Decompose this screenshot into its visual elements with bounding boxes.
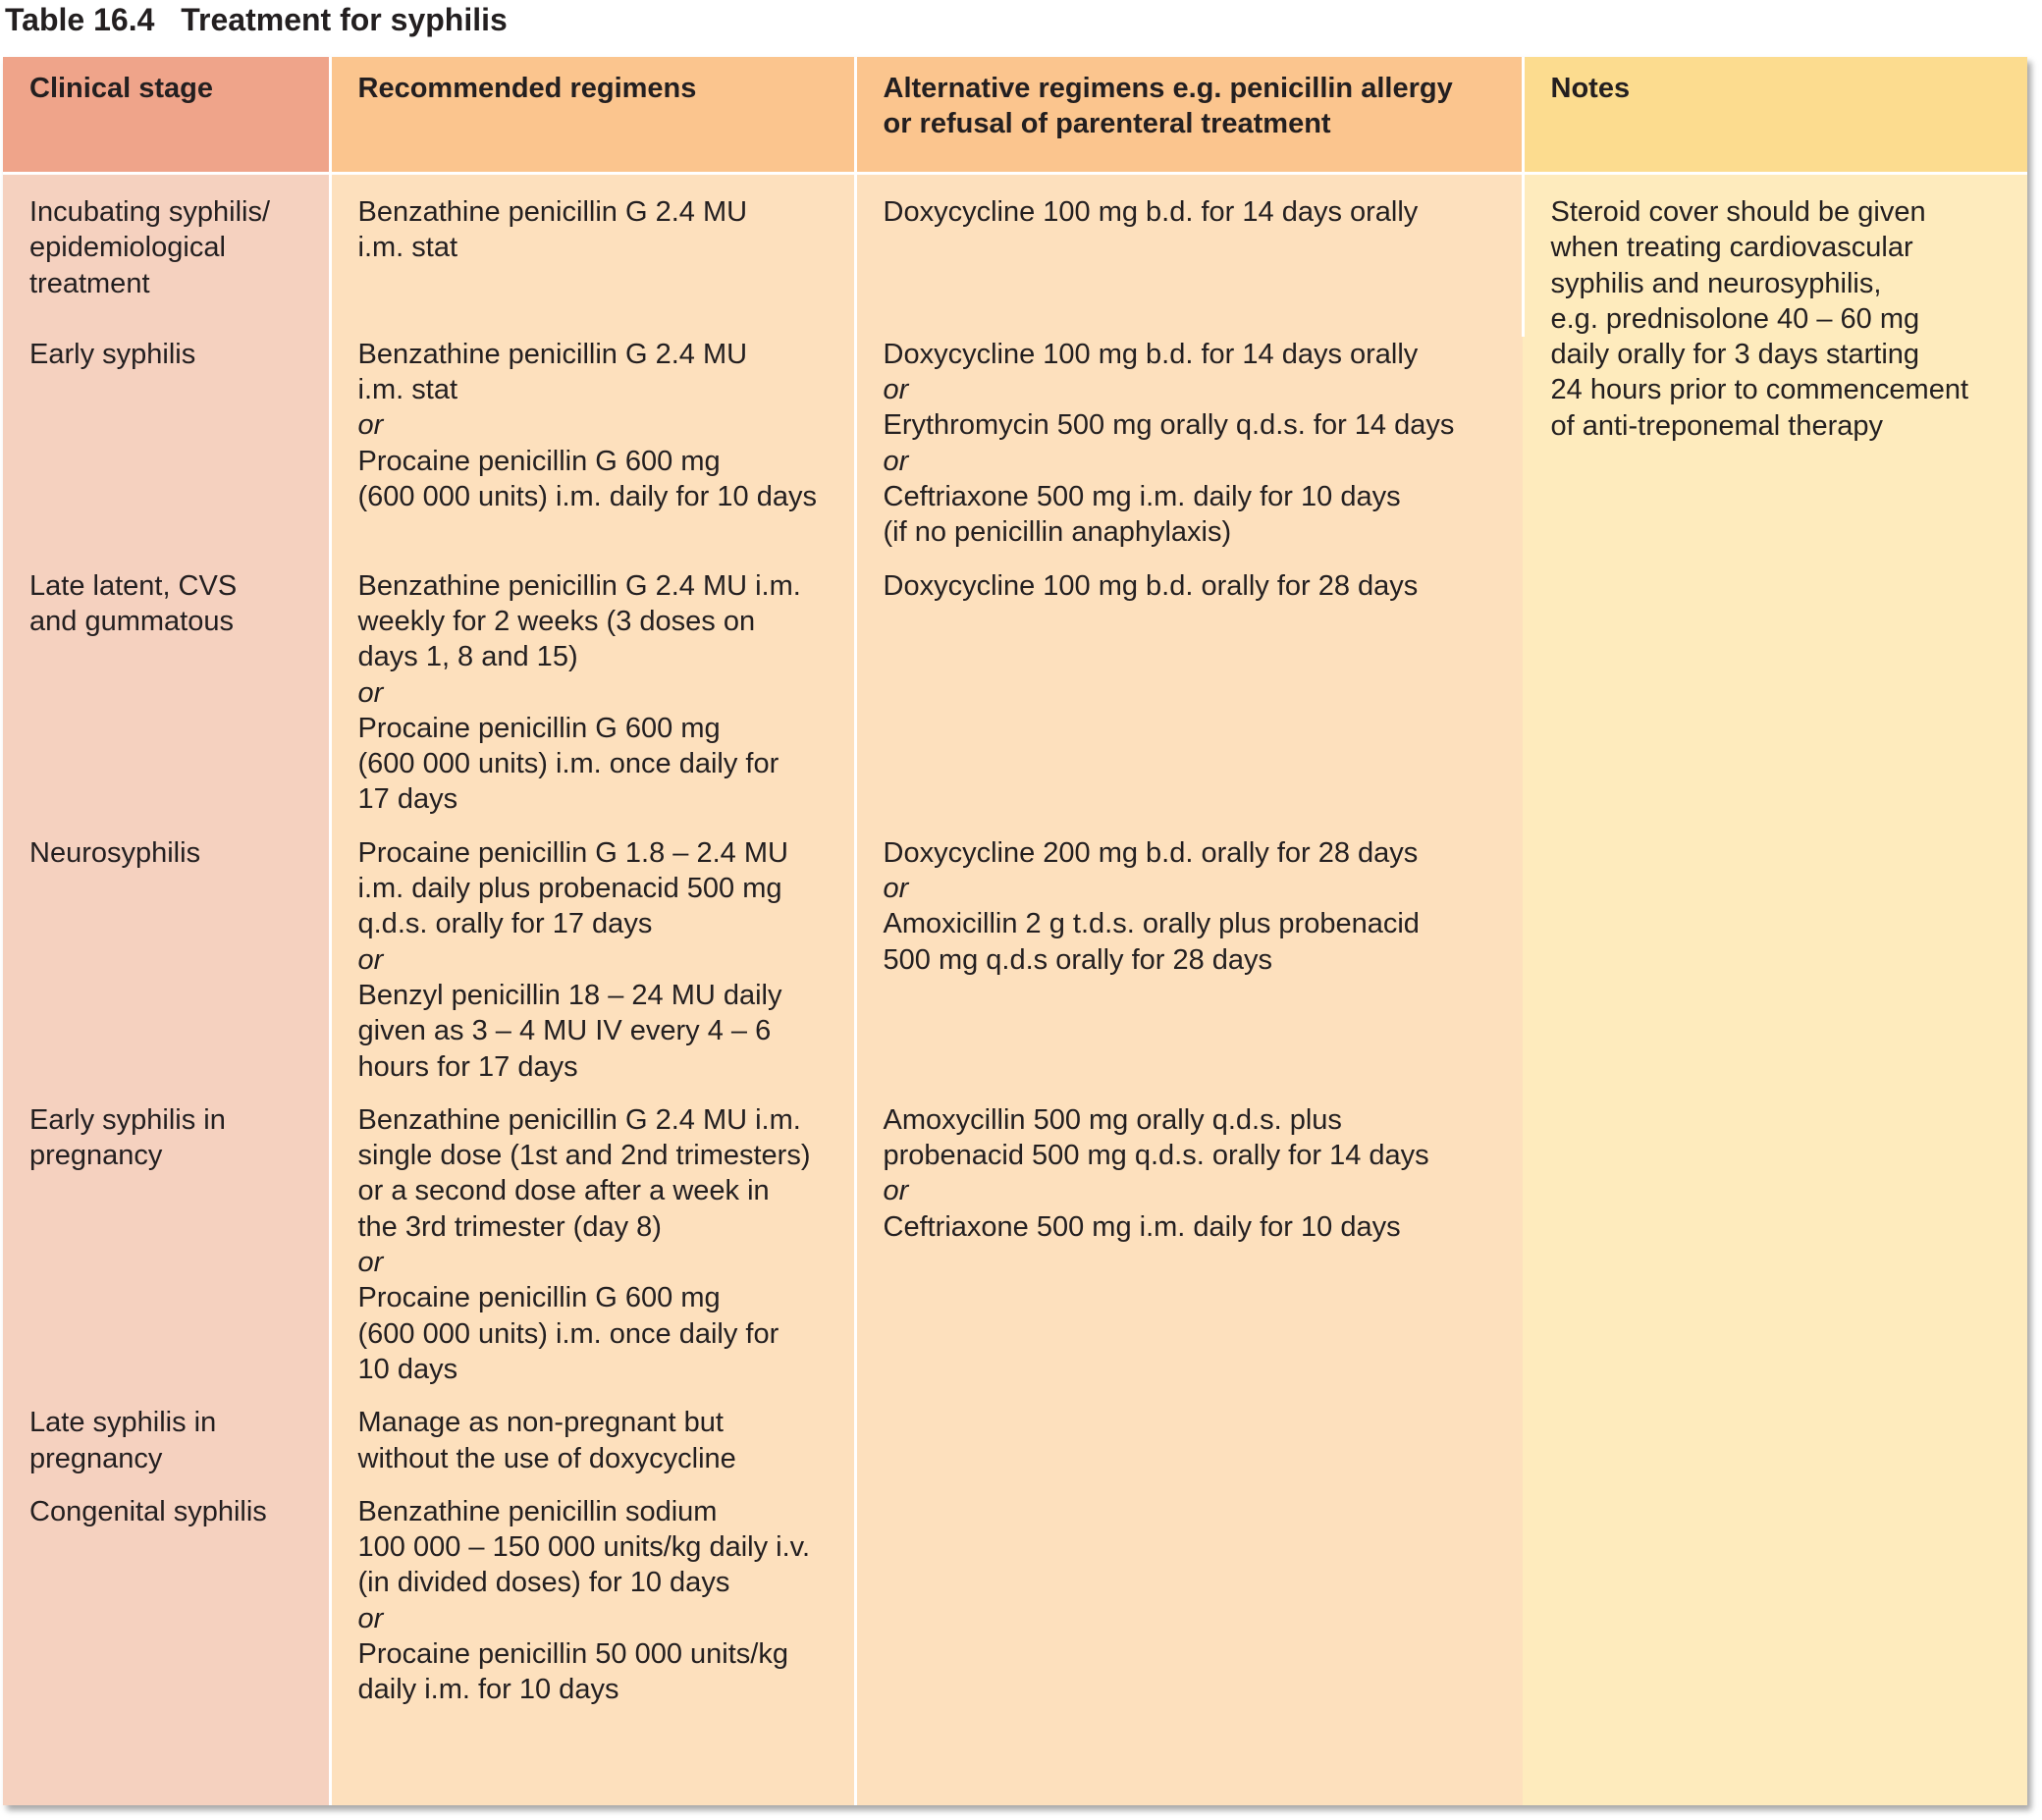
recommended-regimen-line: Benzathine penicillin G 2.4 MU i.m. bbox=[357, 1103, 801, 1136]
clinical-stage-line: and gummatous bbox=[29, 605, 234, 637]
recommended-regimen-line: Procaine penicillin G 600 mg bbox=[357, 712, 721, 744]
recommended-regimen-line: weekly for 2 weeks (3 doses on bbox=[357, 605, 756, 637]
header-alternative-regimens bbox=[855, 57, 1523, 174]
alternative-regimen-line: or bbox=[883, 374, 909, 406]
header-row bbox=[3, 57, 2027, 174]
recommended-regimen-line: daily i.m. for 10 days bbox=[357, 1674, 619, 1706]
recommended-regimen-line: Benzathine penicillin G 2.4 MU bbox=[357, 338, 748, 370]
header-alternative-line: Alternative regimens e.g. penicillin allergy bbox=[883, 73, 1453, 104]
clinical-stage-line: pregnancy bbox=[29, 1442, 163, 1474]
recommended-regimen-line: i.m. stat bbox=[357, 374, 458, 406]
notes-line: of anti-treponemal therapy bbox=[1550, 409, 1884, 442]
recommended-regimen-line: without the use of doxycycline bbox=[357, 1442, 736, 1474]
recommended-regimen-line: Procaine penicillin 50 000 units/kg bbox=[357, 1637, 788, 1670]
recommended-regimen-line: or bbox=[357, 943, 384, 976]
alternative-regimen-line: Doxycycline 200 mg b.d. orally for 28 days bbox=[883, 836, 1419, 869]
table-row bbox=[3, 174, 2027, 337]
recommended-regimen-cell bbox=[330, 568, 855, 835]
recommended-regimen-line: hours for 17 days bbox=[357, 1050, 578, 1083]
recommended-regimen-line: or bbox=[357, 676, 384, 709]
alternative-regimen-line: or bbox=[883, 445, 909, 477]
recommended-regimen-cell bbox=[330, 1494, 855, 1805]
recommended-regimen-cell bbox=[330, 174, 855, 337]
treatment-table bbox=[3, 57, 2027, 1805]
recommended-regimen-line: days 1, 8 and 15) bbox=[357, 641, 578, 673]
clinical-stage-cell bbox=[3, 835, 330, 1102]
clinical-stage-line: Early syphilis in bbox=[29, 1103, 226, 1136]
recommended-regimen-line: or bbox=[357, 409, 384, 442]
notes-line: when treating cardiovascular bbox=[1550, 232, 1913, 264]
notes-cell bbox=[1523, 174, 2027, 1806]
alternative-regimen-cell bbox=[855, 568, 1523, 835]
clinical-stage-cell bbox=[3, 568, 330, 835]
alternative-regimen-cell bbox=[855, 1405, 1523, 1494]
recommended-regimen-line: i.m. stat bbox=[357, 232, 458, 264]
clinical-stage-line: epidemiological bbox=[29, 232, 226, 264]
alternative-regimen-cell bbox=[855, 337, 1523, 568]
clinical-stage-line: Late latent, CVS bbox=[29, 569, 238, 602]
recommended-regimen-line: (600 000 units) i.m. daily for 10 days bbox=[357, 481, 817, 513]
recommended-regimen-line: or a second dose after a week in bbox=[357, 1175, 770, 1207]
alternative-regimen-line: or bbox=[883, 1175, 909, 1207]
recommended-regimen-line: or bbox=[357, 1247, 384, 1279]
recommended-regimen-line: 17 days bbox=[357, 783, 458, 816]
recommended-regimen-line: single dose (1st and 2nd trimesters) bbox=[357, 1140, 811, 1172]
recommended-regimen-line: (in divided doses) for 10 days bbox=[357, 1567, 730, 1599]
clinical-stage-line: Congenital syphilis bbox=[29, 1495, 267, 1527]
alternative-regimen-line: (if no penicillin anaphylaxis) bbox=[883, 516, 1232, 549]
notes-line: Steroid cover should be given bbox=[1550, 196, 1926, 228]
alternative-regimen-line: Doxycycline 100 mg b.d. orally for 28 days bbox=[883, 569, 1419, 602]
recommended-regimen-line: q.d.s. orally for 17 days bbox=[357, 908, 653, 940]
table-number: Table 16.4 bbox=[5, 2, 155, 37]
table-title: Treatment for syphilis bbox=[181, 2, 508, 37]
recommended-regimen-line: Procaine penicillin G 600 mg bbox=[357, 1282, 721, 1314]
alternative-regimen-line: Ceftriaxone 500 mg i.m. daily for 10 days bbox=[883, 1210, 1401, 1243]
recommended-regimen-line: Benzathine penicillin sodium bbox=[357, 1495, 718, 1527]
recommended-regimen-cell bbox=[330, 835, 855, 1102]
recommended-regimen-line: Procaine penicillin G 600 mg bbox=[357, 445, 721, 477]
alternative-regimen-line: Erythromycin 500 mg orally q.d.s. for 14 days bbox=[883, 409, 1455, 442]
clinical-stage-cell bbox=[3, 1102, 330, 1405]
clinical-stage-cell bbox=[3, 174, 330, 337]
clinical-stage-line: Late syphilis in bbox=[29, 1407, 217, 1439]
recommended-regimen-cell bbox=[330, 337, 855, 568]
alternative-regimen-line: Doxycycline 100 mg b.d. for 14 days orally bbox=[883, 196, 1419, 228]
recommended-regimen-line: (600 000 units) i.m. once daily for bbox=[357, 748, 779, 780]
alternative-regimen-cell bbox=[855, 1494, 1523, 1805]
table-caption bbox=[5, 0, 508, 39]
notes-line: daily orally for 3 days starting bbox=[1550, 339, 1920, 371]
alternative-regimen-cell bbox=[855, 174, 1523, 337]
clinical-stage-cell bbox=[3, 337, 330, 568]
recommended-regimen-line: the 3rd trimester (day 8) bbox=[357, 1210, 662, 1243]
alternative-regimen-line: probenacid 500 mg q.d.s. orally for 14 days bbox=[883, 1140, 1429, 1172]
header-alternative-line: or refusal of parenteral treatment bbox=[883, 108, 1331, 140]
alternative-regimen-line: Amoxycillin 500 mg orally q.d.s. plus bbox=[883, 1103, 1342, 1136]
clinical-stage-cell bbox=[3, 1494, 330, 1805]
recommended-regimen-line: given as 3 – 4 MU IV every 4 – 6 bbox=[357, 1015, 772, 1047]
recommended-regimen-line: i.m. daily plus probenacid 500 mg bbox=[357, 873, 782, 905]
alternative-regimen-cell bbox=[855, 835, 1523, 1102]
alternative-regimen-line: Doxycycline 100 mg b.d. for 14 days orally bbox=[883, 338, 1419, 370]
notes-line: syphilis and neurosyphilis, bbox=[1550, 267, 1882, 299]
notes-line: e.g. prednisolone 40 – 60 mg bbox=[1550, 302, 1920, 335]
recommended-regimen-line: Benzathine penicillin G 2.4 MU bbox=[357, 196, 748, 228]
recommended-regimen-cell bbox=[330, 1405, 855, 1494]
notes-line: 24 hours prior to commencement bbox=[1550, 374, 1969, 406]
recommended-regimen-line: (600 000 units) i.m. once daily for bbox=[357, 1317, 779, 1350]
clinical-stage-line: treatment bbox=[29, 267, 150, 299]
clinical-stage-line: Neurosyphilis bbox=[29, 836, 201, 869]
recommended-regimen-line: Procaine penicillin G 1.8 – 2.4 MU bbox=[357, 836, 788, 869]
clinical-stage-line: pregnancy bbox=[29, 1140, 163, 1172]
alternative-regimen-line: Amoxicillin 2 g t.d.s. orally plus probenacid bbox=[883, 908, 1420, 940]
header-recommended-regimens: Recommended regimens bbox=[330, 57, 855, 174]
recommended-regimen-line: 100 000 – 150 000 units/kg daily i.v. bbox=[357, 1531, 811, 1564]
alternative-regimen-line: or bbox=[883, 873, 909, 905]
header-notes: Notes bbox=[1523, 57, 2027, 174]
recommended-regimen-line: Benzyl penicillin 18 – 24 MU daily bbox=[357, 979, 782, 1011]
clinical-stage-line: Incubating syphilis/ bbox=[29, 196, 271, 228]
recommended-regimen-line: 10 days bbox=[357, 1353, 458, 1385]
header-clinical-stage: Clinical stage bbox=[3, 57, 330, 174]
recommended-regimen-line: Manage as non-pregnant but bbox=[357, 1407, 724, 1439]
recommended-regimen-cell bbox=[330, 1102, 855, 1405]
table-body bbox=[3, 174, 2027, 1806]
alternative-regimen-line: Ceftriaxone 500 mg i.m. daily for 10 days bbox=[883, 481, 1401, 513]
alternative-regimen-line: 500 mg q.d.s orally for 28 days bbox=[883, 943, 1273, 976]
clinical-stage-line: Early syphilis bbox=[29, 338, 196, 370]
recommended-regimen-line: Benzathine penicillin G 2.4 MU i.m. bbox=[357, 569, 801, 602]
recommended-regimen-line: or bbox=[357, 1602, 384, 1634]
alternative-regimen-cell bbox=[855, 1102, 1523, 1405]
clinical-stage-cell bbox=[3, 1405, 330, 1494]
